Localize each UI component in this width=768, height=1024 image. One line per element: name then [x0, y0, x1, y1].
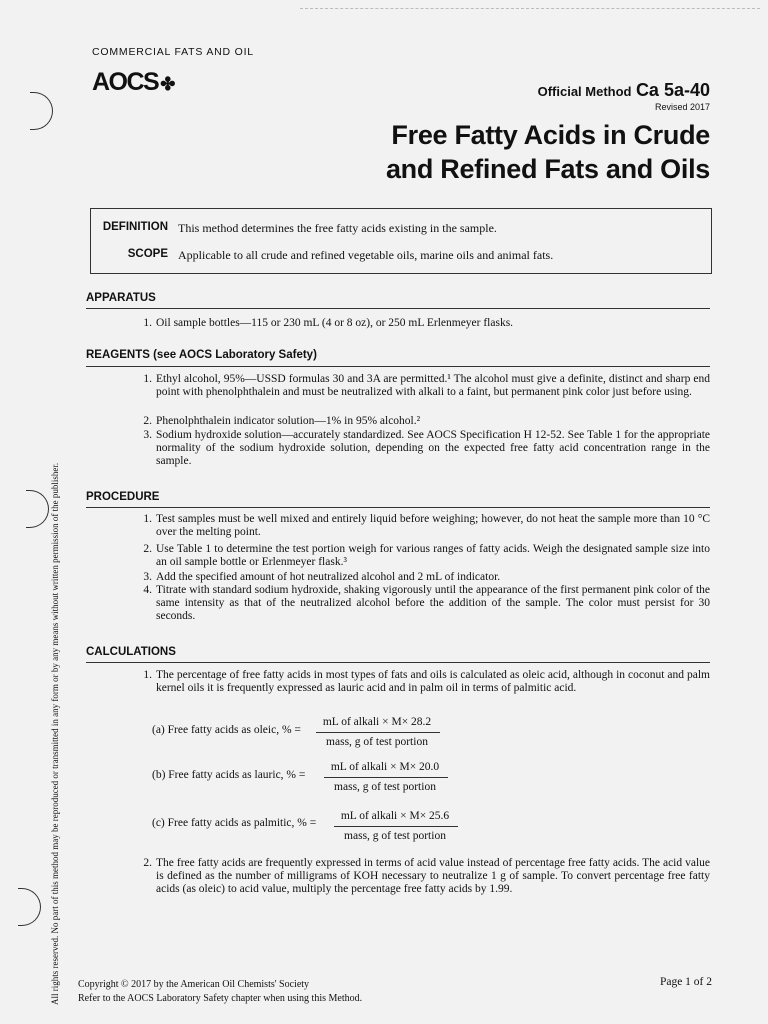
section-heading-apparatus: APPARATUS	[86, 292, 156, 304]
scope-label: SCOPE	[127, 248, 168, 260]
definition-label: DEFINITION	[102, 221, 168, 233]
list-item: Sodium hydroxide solution—accurately standardized. See AOCS Specification H 12-52. See Table 1 for the appropriate normality of the sodium hydroxide solution, depending on the expected free fatty acid concentration range in the sample.	[156, 429, 710, 467]
droplet-cluster-icon: ✤	[160, 74, 176, 94]
rights-reserved-note: All rights reserved. No part of this method may be reproduced or transmitted in any form or by any means without written permission of the publisher.	[50, 462, 60, 1005]
aocs-logo	[92, 68, 175, 97]
list-item: Ethyl alcohol, 95%—USSD formulas 30 and 3A are permitted.¹ The alcohol must give a definite, distinct and sharp end point with phenolphthalein and must be neutralized with alkali to a faint, but permanent pink color just before using.	[156, 373, 710, 398]
list-item: Add the specified amount of hot neutralized alcohol and 2 mL of indicator.	[156, 571, 501, 583]
section-heading-reagents: REAGENTS (see AOCS Laboratory Safety)	[86, 349, 317, 361]
title-line-1: Free Fatty Acids in Crude	[391, 120, 710, 150]
section-rule	[86, 366, 710, 367]
list-item: Titrate with standard sodium hydroxide, shaking vigorously until the appearance of the first permanent pink color of the same intensity as that of the neutralized alcohol before the addition of the sample. The color must persist for 30 seconds.	[156, 584, 710, 622]
binder-hole	[30, 92, 53, 130]
fraction-bar	[334, 826, 458, 827]
formula-label-lauric: (b) Free fatty acids as lauric, % =	[152, 769, 306, 781]
title-line-2: and Refined Fats and Oils	[385, 154, 710, 184]
formula-numerator: mL of alkali × M× 20.0	[330, 761, 440, 773]
safety-reference: Refer to the AOCS Laboratory Safety chapter when using this Method.	[78, 993, 363, 1004]
section-heading-calculations: CALCULATIONS	[86, 646, 176, 658]
list-number: 2.	[143, 857, 152, 869]
list-number: 2.	[143, 543, 152, 555]
list-number: 2.	[143, 415, 152, 427]
list-number: 4.	[143, 584, 152, 596]
fraction-bar	[324, 777, 448, 778]
logo-text: AOCS	[92, 68, 159, 96]
list-item: Oil sample bottles—115 or 230 mL (4 or 8 oz), or 250 mL Erlenmeyer flasks.	[156, 317, 514, 329]
definition-text: This method determines the free fatty acids existing in the sample.	[178, 221, 497, 235]
list-number: 1.	[143, 317, 152, 329]
section-rule	[86, 662, 710, 663]
copyright-line: Copyright © 2017 by the American Oil Chemists' Society	[78, 979, 310, 990]
list-item: The percentage of free fatty acids in most types of fats and oils is calculated as oleic acid, although in coconut and palm kernel oils it is frequently expressed as lauric acid and in palm oil in terms of palmitic acid.	[156, 669, 710, 694]
list-item: The free fatty acids are frequently expressed in terms of acid value instead of percentage free fatty acids. The acid value is defined as the number of milligrams of KOH necessary to neutralize 1 g of sample. To convert percentage free fatty acids (as oleic) to acid value, multiply the percentage free fatty acids by 1.99.	[156, 857, 710, 895]
definition-scope-box	[90, 208, 712, 274]
page-title	[386, 118, 710, 186]
formula-denominator: mass, g of test portion	[344, 830, 446, 842]
list-number: 1.	[143, 373, 152, 385]
formula-label-oleic: (a) Free fatty acids as oleic, % =	[152, 724, 301, 736]
revised-date: Revised 2017	[654, 102, 710, 112]
series-label: COMMERCIAL FATS AND OIL	[92, 46, 254, 58]
method-designation	[538, 80, 710, 101]
method-id: Ca 5a-40	[635, 80, 710, 100]
method-prefix: Official Method	[537, 84, 632, 99]
fraction-bar	[316, 732, 440, 733]
scope-text: Applicable to all crude and refined vegetable oils, marine oils and animal fats.	[178, 248, 554, 262]
list-number: 3.	[143, 429, 152, 441]
page-top-edge	[300, 8, 760, 9]
list-item: Test samples must be well mixed and entirely liquid before weighing; however, do not heat the sample more than 10 °C over the melting point.	[156, 513, 710, 538]
page-number: Page 1 of 2	[659, 976, 712, 988]
list-item: Phenolphthalein indicator solution—1% in 95% alcohol.²	[156, 415, 421, 427]
formula-denominator: mass, g of test portion	[326, 736, 428, 748]
formula-label-palmitic: (c) Free fatty acids as palmitic, % =	[152, 817, 317, 829]
list-number: 3.	[143, 571, 152, 583]
section-heading-procedure: PROCEDURE	[86, 491, 160, 503]
binder-hole	[26, 490, 49, 528]
list-number: 1.	[143, 669, 152, 681]
list-number: 1.	[143, 513, 152, 525]
binder-hole	[18, 888, 41, 926]
formula-numerator: mL of alkali × M× 25.6	[340, 810, 450, 822]
section-rule	[86, 308, 710, 309]
section-rule	[86, 507, 710, 508]
formula-numerator: mL of alkali × M× 28.2	[322, 716, 432, 728]
list-item: Use Table 1 to determine the test portion weigh for various ranges of fatty acids. Weigh the designated sample size into an oil sample bottle or Erlenmeyer flask.³	[156, 543, 710, 568]
formula-denominator: mass, g of test portion	[334, 781, 436, 793]
